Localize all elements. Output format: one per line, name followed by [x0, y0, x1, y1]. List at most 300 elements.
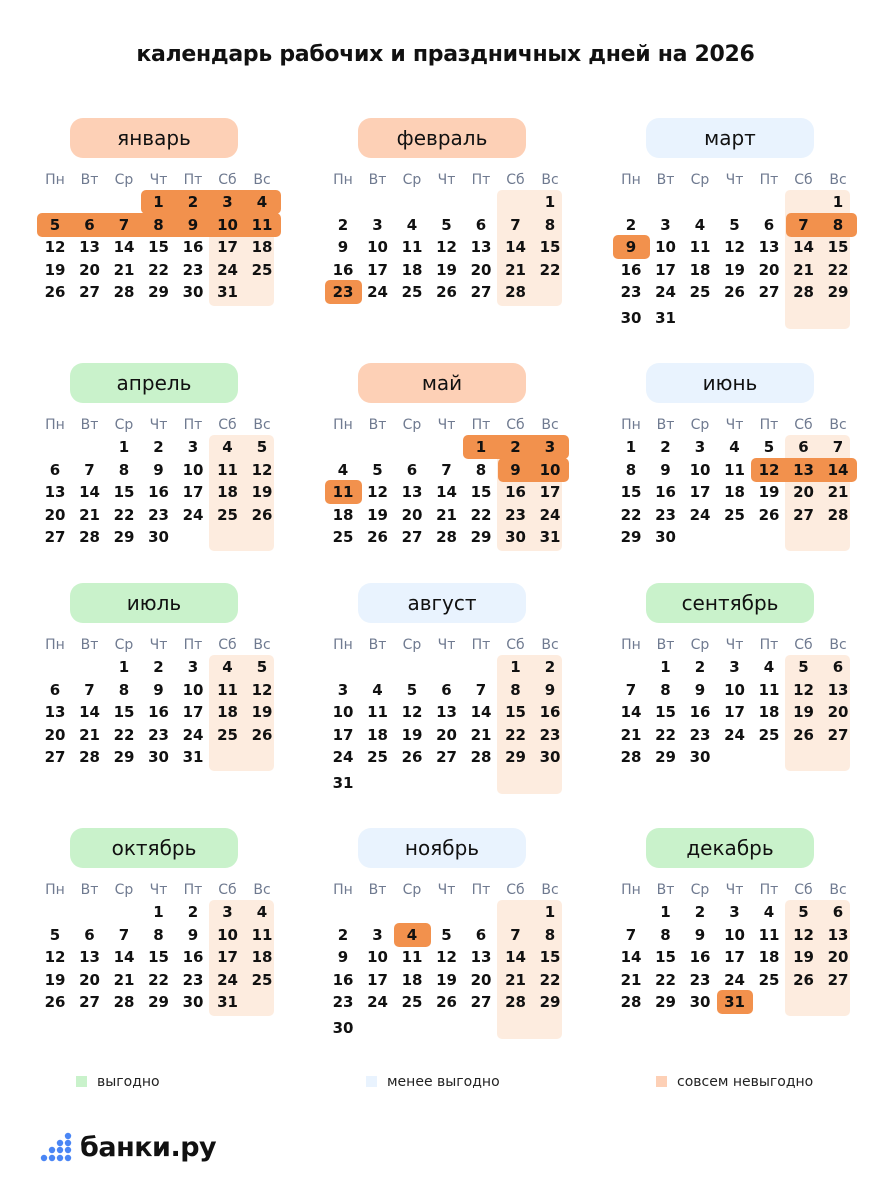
day-cell: 1 — [660, 658, 671, 676]
day-cell: 23 — [689, 725, 711, 744]
month-title: декабрь — [646, 828, 814, 868]
day-cell: 6 — [49, 460, 61, 479]
day-cell: 3 — [729, 658, 740, 676]
day-cell: 11 — [217, 680, 238, 699]
weekday-label: Пн — [45, 172, 65, 188]
day-cell: 17 — [724, 703, 745, 721]
day-cell: 23 — [505, 505, 526, 524]
weekday-label: Вт — [80, 882, 99, 898]
day-cell: 20 — [470, 260, 492, 279]
day-cell: 28 — [505, 993, 526, 1011]
day-cell: 26 — [44, 993, 66, 1011]
weekday-label: Чт — [437, 637, 456, 653]
day-cell: 14 — [793, 238, 814, 256]
day-cell: 25 — [758, 725, 780, 744]
day-cell: 2 — [694, 903, 706, 921]
day-cell: 25 — [401, 993, 423, 1011]
month-12 — [614, 828, 854, 1068]
day-cell: 13 — [470, 238, 492, 256]
month-1 — [38, 118, 278, 358]
month-title: май — [358, 363, 526, 403]
weekday-label: Пт — [471, 417, 491, 433]
weekday-label: Ср — [114, 417, 134, 433]
day-cell: 7 — [118, 925, 130, 944]
day-cell: 4 — [222, 658, 233, 676]
day-cell: 7 — [625, 925, 637, 944]
day-cell: 11 — [217, 460, 238, 479]
day-cell: 4 — [763, 658, 775, 676]
day-cell: 19 — [44, 970, 66, 989]
day-cell: 25 — [217, 505, 238, 524]
day-cell: 22 — [505, 725, 526, 744]
weekday-label: Сб — [794, 417, 813, 433]
weekday-label: Ср — [690, 172, 710, 188]
weekday-label: Сб — [506, 882, 525, 898]
day-cell: 29 — [113, 748, 135, 766]
day-cell: 2 — [153, 658, 164, 676]
day-cell: 9 — [337, 948, 349, 966]
day-cell: 21 — [620, 725, 642, 744]
legend-swatch-less-good — [366, 1076, 377, 1087]
day-cell: 9 — [625, 238, 637, 256]
weekday-label: Вс — [253, 637, 271, 653]
day-cell: 26 — [251, 505, 273, 524]
day-cell: 28 — [470, 748, 492, 766]
day-cell: 14 — [436, 483, 457, 501]
day-cell: 22 — [827, 260, 849, 279]
day-cell: 26 — [367, 528, 388, 546]
day-cell: 21 — [827, 483, 849, 501]
day-cell: 10 — [182, 460, 204, 479]
day-cell: 13 — [44, 483, 66, 501]
weekday-label: Чт — [725, 417, 744, 433]
day-cell: 22 — [113, 725, 135, 744]
day-cell: 12 — [367, 483, 388, 501]
day-cell: 21 — [113, 260, 135, 279]
day-cell: 24 — [217, 970, 238, 989]
weekday-label: Вт — [80, 417, 99, 433]
day-cell: 25 — [401, 283, 423, 301]
month-title: январь — [70, 118, 238, 158]
day-cell: 5 — [372, 460, 383, 479]
day-cell: 6 — [84, 215, 95, 234]
day-cell: 15 — [539, 238, 561, 256]
weekday-label: Вт — [80, 172, 99, 188]
day-cell: 16 — [148, 483, 169, 501]
weekday-label: Пт — [759, 417, 779, 433]
day-cell: 31 — [332, 773, 354, 792]
day-cell: 19 — [367, 505, 388, 524]
month-5 — [326, 363, 566, 603]
day-cell: 7 — [625, 680, 637, 699]
day-cell: 30 — [148, 748, 169, 766]
day-cell: 17 — [689, 483, 711, 501]
day-cell: 7 — [798, 215, 809, 234]
day-cell: 4 — [256, 193, 268, 211]
day-cell: 25 — [724, 505, 745, 524]
weekday-label: Чт — [725, 172, 744, 188]
weekday-label: Вс — [829, 417, 847, 433]
day-cell: 25 — [332, 528, 354, 546]
day-cell: 7 — [84, 460, 95, 479]
weekday-label: Пн — [333, 882, 353, 898]
day-cell: 3 — [660, 215, 671, 234]
day-cell: 7 — [118, 215, 130, 234]
weekday-label: Вс — [541, 417, 559, 433]
day-cell: 16 — [332, 260, 354, 279]
day-cell: 4 — [729, 438, 740, 456]
day-cell: 5 — [406, 680, 418, 699]
day-cell: 13 — [827, 925, 849, 944]
day-cell: 25 — [367, 748, 388, 766]
day-cell: 20 — [758, 260, 780, 279]
day-cell: 5 — [441, 215, 452, 234]
day-cell: 8 — [660, 680, 671, 699]
day-cell: 29 — [539, 993, 561, 1011]
weekday-label: Вт — [656, 882, 675, 898]
day-cell: 8 — [832, 215, 844, 234]
day-cell: 20 — [44, 505, 66, 524]
day-cell: 22 — [655, 725, 676, 744]
month-4 — [38, 363, 278, 603]
day-cell: 30 — [505, 528, 526, 546]
weekday-label: Пн — [333, 417, 353, 433]
day-cell: 4 — [406, 925, 418, 944]
day-cell: 16 — [620, 260, 642, 279]
day-cell: 24 — [217, 260, 238, 279]
day-cell: 7 — [510, 925, 521, 944]
weekday-label: Сб — [794, 882, 813, 898]
day-cell: 10 — [655, 238, 676, 256]
day-cell: 17 — [655, 260, 676, 279]
day-cell: 3 — [337, 680, 349, 699]
day-cell: 4 — [222, 438, 233, 456]
weekday-label: Сб — [794, 172, 813, 188]
day-cell: 7 — [441, 460, 452, 479]
day-cell: 2 — [625, 215, 637, 234]
weekday-label: Пт — [759, 172, 779, 188]
day-cell: 25 — [251, 970, 273, 989]
day-cell: 19 — [436, 260, 457, 279]
day-cell: 10 — [724, 680, 745, 699]
day-cell: 15 — [470, 483, 492, 501]
day-cell: 18 — [251, 948, 273, 966]
day-cell: 3 — [187, 438, 199, 456]
weekday-label: Вт — [368, 637, 387, 653]
day-cell: 1 — [625, 438, 637, 456]
day-cell: 1 — [660, 903, 671, 921]
day-cell: 27 — [827, 725, 849, 744]
day-cell: 30 — [182, 993, 204, 1011]
day-cell: 28 — [436, 528, 457, 546]
day-cell: 26 — [758, 505, 780, 524]
day-cell: 13 — [827, 680, 849, 699]
weekday-label: Пт — [471, 637, 491, 653]
weekday-label: Сб — [218, 172, 237, 188]
month-title: октябрь — [70, 828, 238, 868]
day-cell: 2 — [337, 925, 349, 944]
day-cell: 5 — [256, 658, 268, 676]
day-cell: 30 — [148, 528, 169, 546]
weekday-label: Чт — [149, 417, 168, 433]
weekday-label: Сб — [506, 417, 525, 433]
day-cell: 29 — [505, 748, 526, 766]
day-cell: 12 — [436, 238, 457, 256]
day-cell: 2 — [510, 438, 521, 456]
weekday-label: Вт — [656, 172, 675, 188]
day-cell: 27 — [470, 993, 492, 1011]
day-cell: 1 — [544, 193, 556, 211]
month-10 — [38, 828, 278, 1068]
day-cell: 14 — [79, 483, 100, 501]
weekday-label: Пн — [621, 417, 641, 433]
day-cell: 9 — [187, 925, 199, 944]
month-title: август — [358, 583, 526, 623]
month-title: март — [646, 118, 814, 158]
day-cell: 28 — [620, 993, 642, 1011]
day-cell: 13 — [470, 948, 492, 966]
day-cell: 13 — [793, 460, 814, 479]
day-cell: 9 — [510, 460, 521, 479]
day-cell: 9 — [337, 238, 349, 256]
day-cell: 12 — [436, 948, 457, 966]
day-cell: 14 — [620, 703, 642, 721]
day-cell: 23 — [182, 260, 204, 279]
day-cell: 18 — [401, 260, 423, 279]
legend-label: совсем невыгодно — [677, 1074, 814, 1090]
day-cell: 23 — [148, 505, 169, 524]
day-cell: 7 — [832, 438, 844, 456]
weekday-label: Вс — [829, 172, 847, 188]
day-cell: 17 — [182, 703, 204, 721]
day-cell: 30 — [689, 748, 711, 766]
weekday-label: Вс — [541, 882, 559, 898]
day-cell: 6 — [475, 215, 487, 234]
day-cell: 22 — [148, 970, 169, 989]
day-cell: 5 — [256, 438, 268, 456]
day-cell: 8 — [153, 215, 164, 234]
day-cell: 18 — [251, 238, 273, 256]
day-cell: 8 — [510, 680, 521, 699]
day-cell: 23 — [332, 993, 354, 1011]
month-title: апрель — [70, 363, 238, 403]
weekday-label: Вс — [541, 172, 559, 188]
day-cell: 22 — [113, 505, 135, 524]
day-cell: 21 — [793, 260, 814, 279]
day-cell: 29 — [655, 748, 676, 766]
day-cell: 12 — [793, 680, 814, 699]
day-cell: 16 — [332, 970, 354, 989]
day-cell: 27 — [401, 528, 423, 546]
day-cell: 20 — [436, 725, 457, 744]
day-cell: 19 — [44, 260, 66, 279]
month-title: ноябрь — [358, 828, 526, 868]
day-cell: 24 — [655, 283, 676, 301]
day-cell: 31 — [217, 993, 238, 1011]
day-cell: 6 — [441, 680, 452, 699]
day-cell: 20 — [827, 948, 849, 966]
day-cell: 24 — [539, 505, 561, 524]
day-cell: 24 — [332, 748, 354, 766]
day-cell: 20 — [401, 505, 423, 524]
legend-item-less-good — [366, 1074, 500, 1090]
day-cell: 10 — [217, 925, 238, 944]
day-cell: 4 — [694, 215, 706, 234]
day-cell: 28 — [793, 283, 814, 301]
day-cell: 8 — [118, 460, 130, 479]
day-cell: 6 — [406, 460, 418, 479]
day-cell: 27 — [758, 283, 780, 301]
day-cell: 15 — [113, 703, 135, 721]
day-cell: 21 — [79, 725, 100, 744]
weekday-label: Пт — [183, 882, 203, 898]
weekday-label: Чт — [149, 882, 168, 898]
weekday-label: Пн — [45, 417, 65, 433]
day-cell: 8 — [118, 680, 130, 699]
day-cell: 26 — [401, 748, 423, 766]
day-cell: 28 — [113, 283, 135, 301]
day-cell: 21 — [79, 505, 100, 524]
day-cell: 8 — [475, 460, 487, 479]
day-cell: 18 — [217, 483, 238, 501]
weekday-label: Сб — [506, 637, 525, 653]
day-cell: 30 — [182, 283, 204, 301]
day-cell: 31 — [539, 528, 561, 546]
day-cell: 15 — [148, 238, 169, 256]
day-cell: 8 — [153, 925, 164, 944]
day-cell: 29 — [655, 993, 676, 1011]
day-cell: 20 — [79, 970, 100, 989]
day-cell: 27 — [44, 748, 66, 766]
day-cell: 17 — [539, 483, 561, 501]
day-cell: 19 — [251, 703, 273, 721]
weekday-label: Пт — [759, 882, 779, 898]
day-cell: 18 — [689, 260, 711, 279]
day-cell: 6 — [763, 215, 775, 234]
weekday-label: Ср — [402, 637, 422, 653]
day-cell: 5 — [441, 925, 452, 944]
day-cell: 11 — [367, 703, 388, 721]
legend-item-bad — [656, 1074, 813, 1090]
day-cell: 14 — [827, 460, 849, 479]
weekday-label: Пн — [621, 882, 641, 898]
weekday-label: Ср — [690, 417, 710, 433]
weekday-label: Пт — [471, 882, 491, 898]
day-cell: 19 — [724, 260, 745, 279]
day-cell: 23 — [182, 970, 204, 989]
day-cell: 21 — [113, 970, 135, 989]
day-cell: 12 — [44, 948, 66, 966]
day-cell: 10 — [367, 238, 388, 256]
day-cell: 24 — [367, 283, 388, 301]
day-cell: 1 — [153, 193, 164, 211]
day-cell: 18 — [401, 970, 423, 989]
day-cell: 27 — [44, 528, 66, 546]
day-cell: 18 — [332, 505, 354, 524]
day-cell: 30 — [539, 748, 561, 766]
day-cell: 2 — [660, 438, 671, 456]
day-cell: 27 — [436, 748, 457, 766]
weekday-label: Пт — [183, 172, 203, 188]
weekday-label: Ср — [114, 637, 134, 653]
day-cell: 17 — [217, 948, 238, 966]
day-cell: 30 — [655, 528, 676, 546]
day-cell: 6 — [84, 925, 95, 944]
legend-label: выгодно — [97, 1074, 160, 1090]
day-cell: 3 — [187, 658, 199, 676]
day-cell: 30 — [620, 308, 642, 327]
day-cell: 1 — [118, 438, 130, 456]
day-cell: 4 — [337, 460, 349, 479]
day-cell: 7 — [475, 680, 487, 699]
day-cell: 21 — [505, 970, 526, 989]
day-cell: 4 — [372, 680, 383, 699]
day-cell: 25 — [758, 970, 780, 989]
day-cell: 2 — [544, 658, 556, 676]
day-cell: 11 — [758, 680, 780, 699]
day-cell: 1 — [475, 438, 487, 456]
day-cell: 22 — [620, 505, 642, 524]
day-cell: 16 — [655, 483, 676, 501]
day-cell: 21 — [505, 260, 526, 279]
day-cell: 26 — [436, 993, 457, 1011]
day-cell: 21 — [470, 725, 492, 744]
day-cell: 28 — [620, 748, 642, 766]
day-cell: 11 — [724, 460, 745, 479]
month-title: сентябрь — [646, 583, 814, 623]
day-cell: 13 — [436, 703, 457, 721]
day-cell: 9 — [153, 680, 164, 699]
day-cell: 5 — [798, 658, 809, 676]
logo-text: банки.ру — [80, 1132, 217, 1163]
day-cell: 25 — [251, 260, 273, 279]
day-cell: 9 — [187, 215, 199, 234]
day-cell: 12 — [758, 460, 780, 479]
day-cell: 4 — [256, 903, 268, 921]
day-cell: 14 — [79, 703, 100, 721]
day-cell: 9 — [694, 680, 706, 699]
day-cell: 27 — [79, 283, 100, 301]
month-7 — [38, 583, 278, 823]
weekday-label: Чт — [437, 172, 456, 188]
weekday-label: Чт — [725, 637, 744, 653]
day-cell: 24 — [689, 505, 711, 524]
day-cell: 23 — [332, 283, 354, 301]
day-cell: 18 — [367, 725, 388, 744]
day-cell: 9 — [694, 925, 706, 944]
day-cell: 3 — [372, 925, 383, 944]
day-cell: 10 — [332, 703, 354, 721]
day-cell: 17 — [367, 970, 388, 989]
day-cell: 21 — [620, 970, 642, 989]
weekday-label: Пт — [471, 172, 491, 188]
day-cell: 2 — [187, 193, 199, 211]
day-cell: 17 — [367, 260, 388, 279]
day-cell: 10 — [367, 948, 388, 966]
month-2 — [326, 118, 566, 358]
day-cell: 8 — [625, 460, 637, 479]
day-cell: 15 — [505, 703, 526, 721]
day-cell: 27 — [79, 993, 100, 1011]
day-cell: 5 — [729, 215, 740, 234]
day-cell: 11 — [332, 483, 354, 501]
day-cell: 16 — [505, 483, 526, 501]
day-cell: 1 — [153, 903, 164, 921]
day-cell: 12 — [251, 460, 273, 479]
day-cell: 6 — [475, 925, 487, 944]
weekday-label: Вс — [829, 637, 847, 653]
day-cell: 29 — [827, 283, 849, 301]
